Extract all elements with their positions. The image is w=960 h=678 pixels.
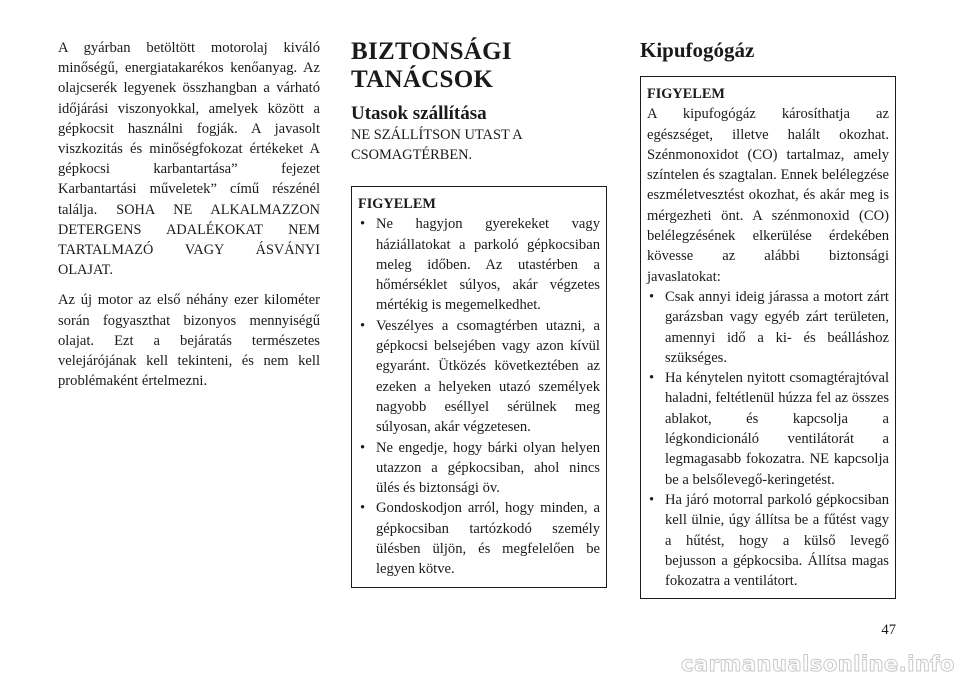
warning-box-passengers	[351, 186, 607, 588]
warning-item: • Veszélyes a csomagtérben utazni, a gépkocsi belsejében vagy azon kívül egyaránt. Ütközés következtében az ezeken a helyeken utazó személyek nagyobb eséllyel sérülnek meg súlyosan, akár végzetesen.	[358, 316, 600, 438]
warning-item: • Ha járó motorral parkoló gépkocsiban kell ülnie, úgy állítsa be a fűtést vagy a hűtést, hogy a külső levegő bejusson a gépkocsiba. Állítsa magas fokozatra a ventilátort.	[647, 490, 889, 591]
right-column	[640, 38, 896, 599]
section-heading-line1: BIZTONSÁGI	[351, 38, 512, 65]
oil-paragraph	[58, 38, 320, 280]
warning-item: • Ha kénytelen nyitott csomagtérajtóval haladni, feltétlenül húzza fel az összes ablakot, és kapcsolja a légkondicionáló ventilátorát a legmagasabb fokozatra. NE kapcsolja be a belsőlevegő-keringetést.	[647, 368, 889, 490]
warning-box-exhaust	[640, 76, 896, 599]
left-column	[58, 38, 320, 401]
passenger-caps-note: NE SZÁLLÍTSON UTAST A CSOMAGTÉRBEN.	[351, 127, 522, 163]
break-in-paragraph: Az új motor az első néhány ezer kilométer során fogyaszthat bizonyos mennyiségű olajat. Ezt a bejáratás természetes velejárójának kell tekinteni, és nem kell problémaként értelmezni.	[58, 292, 320, 390]
watermark-logo	[530, 652, 960, 676]
warning-title: FIGYELEM	[647, 86, 725, 102]
section-heading	[351, 38, 607, 94]
page-number: 47	[881, 622, 896, 638]
warning-title: FIGYELEM	[358, 196, 436, 212]
warning-item: • Ne hagyjon gyerekeket vagy háziállatokat a parkoló gépkocsiban meleg időben. Az utastérben a hőmérséklet súlyos, akár végzetes mértékig is megemelkedhet.	[358, 214, 600, 315]
warning-item: • Csak annyi ideig járassa a motort zárt garázsban vagy egyéb zárt területen, amennyi idő a ki- és beálláshoz szükséges.	[647, 287, 889, 368]
middle-column	[351, 38, 607, 588]
warning-item: • Gondoskodjon arról, hogy minden, a gépkocsiban tartózkodó személy ülésben üljön, és megfelelően be legyen kötve.	[358, 498, 600, 579]
warning-list	[358, 214, 600, 579]
watermark-text: carmanualsonline.info	[681, 652, 955, 676]
section-heading-line2: TANÁCSOK	[351, 66, 494, 93]
oil-warning-caps: SOHA NE ALKALMAZZON DETERGENS ADALÉKOKAT NEM TARTALMAZÓ VAGY ÁSVÁNYI OLAJAT.	[58, 201, 320, 279]
exhaust-heading: Kipufogógáz	[640, 38, 755, 62]
oil-paragraph-text: A gyárban betöltött motorolaj kiváló minőségű, energiatakarékos kenőanyag. Az olajcserék legyenek összhangban a várható időjárási viszonyokkal, amelyek között a gépkocsit használni fogják. A javasolt viszkozitás és minőségfokozat értékeket A gépkocsi karbantartása” fejezet Karbantartási műveletek” című részénél találja.	[58, 40, 320, 218]
subsection-heading: Utasok szállítása	[351, 103, 487, 124]
warning-item: • Ne engedje, hogy bárki olyan helyen utazzon a gépkocsiban, ahol nincs ülés és biztonsági öv.	[358, 438, 600, 499]
warning-list	[647, 287, 889, 591]
warning-intro: A kipufogógáz károsíthatja az egészséget, illetve halált okozhat. Szénmonoxidot (CO) tartalmaz, amely színtelen és szagtalan. Ennek belélegzése eszméletvesztést okozhat, és akár meg is mérgezheti önt. A szénmonoxid (CO) belélegzésének elkerülése érdekében kövesse az alábbi biztonsági javaslatokat:	[647, 106, 889, 285]
